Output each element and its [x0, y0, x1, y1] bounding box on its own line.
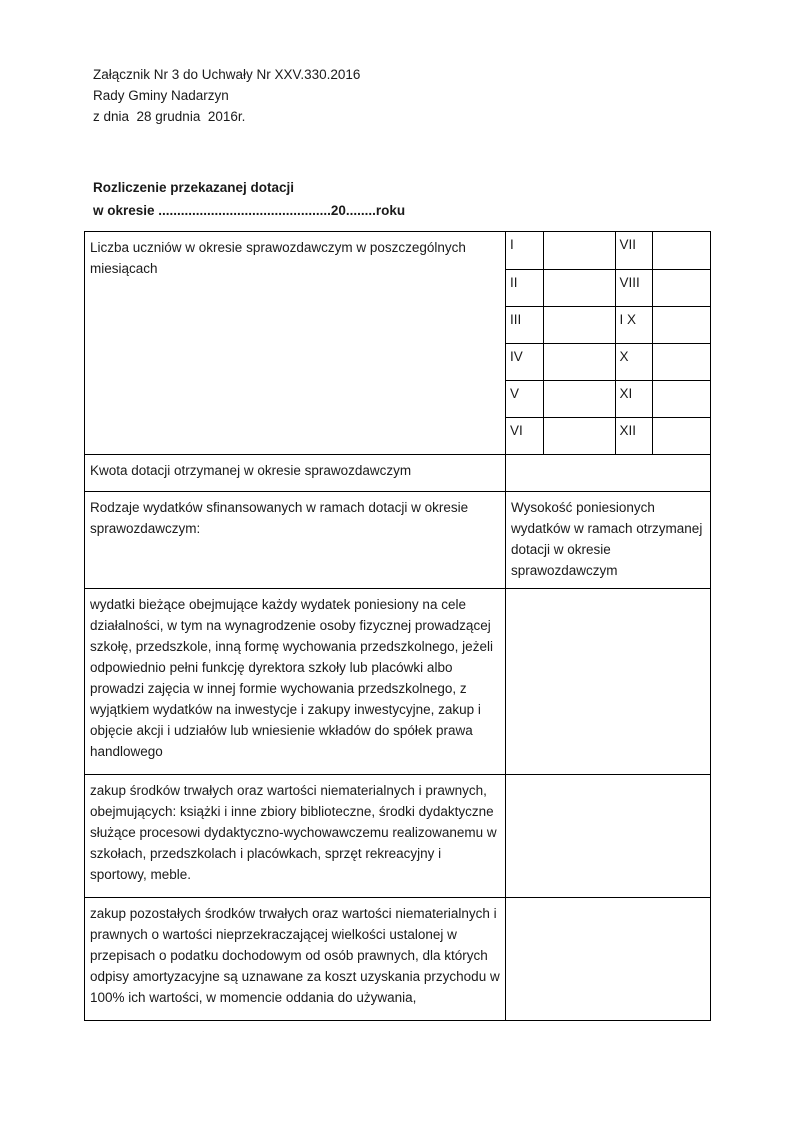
expense-fixed-assets-value-field[interactable] [506, 775, 711, 898]
month-label: I [506, 232, 543, 269]
month-count-field[interactable] [652, 269, 711, 306]
month-count-field[interactable] [543, 343, 615, 380]
expense-other-assets-label: zakup pozostałych środków trwałych oraz wartości niematerialnych i prawnych o wartości nieprzekraczającej wielkości ustalonej w przepisach o podatku dochodowym od osób prawnych, dla których odpisy amortyzacyjne są uznawane za koszt uzyskania przychodu w 100% ich wartości, w momencie oddania do używania, [85, 898, 506, 1021]
month-count-field[interactable] [652, 380, 711, 417]
month-count-field[interactable] [652, 343, 711, 380]
month-label: VI [506, 417, 543, 454]
month-label: V [506, 380, 543, 417]
month-label: II [506, 269, 543, 306]
month-label: IV [506, 343, 543, 380]
attachment-line: Załącznik Nr 3 do Uchwały Nr XXV.330.2016 [93, 67, 361, 82]
students-row [85, 232, 711, 455]
month-count-field[interactable] [543, 269, 615, 306]
month-count-field[interactable] [652, 417, 711, 454]
month-label: X [615, 343, 652, 380]
month-count-field[interactable] [543, 417, 615, 454]
month-count-field[interactable] [543, 232, 615, 269]
expense-amount-label: Wysokość poniesionych wydatków w ramach otrzymanej dotacji w okresie sprawozdawczym [506, 492, 711, 589]
expense-fixed-assets-label: zakup środków trwałych oraz wartości niematerialnych i prawnych, obejmujących: książki i inne zbiory biblioteczne, środki dydaktyczne służące procesowi dydaktyczno-wychowawczemu realizowanemu w szkołach, przedszkolach i placówkach, sprzęt rekreacyjny i sportowy, meble. [85, 775, 506, 898]
month-label: XII [615, 417, 652, 454]
council-line: Rady Gminy Nadarzyn [93, 88, 229, 103]
expense-header-row [85, 492, 711, 589]
settlement-table [84, 231, 711, 1021]
document-heading [93, 176, 405, 222]
expense-types-label: Rodzaje wydatków sfinansowanych w ramach dotacji w okresie sprawozdawczym: [85, 492, 506, 589]
month-label: I X [615, 306, 652, 343]
grant-value-field[interactable] [506, 455, 711, 492]
expense-current-value-field[interactable] [506, 589, 711, 775]
month-label: III [506, 306, 543, 343]
months-row [506, 306, 711, 343]
document-header [93, 64, 360, 127]
month-count-field[interactable] [652, 306, 711, 343]
months-row [506, 417, 711, 454]
month-count-field[interactable] [652, 232, 711, 269]
month-count-field[interactable] [543, 306, 615, 343]
expense-current-label: wydatki bieżące obejmujące każdy wydatek poniesiony na cele działalności, w tym na wynagrodzenie osoby fizycznej prowadzącej szkołę, przedszkole, inną formę wychowania przedszkolnego, jeżeli odpowiednio pełni funkcję dyrektora szkoły lub placówki albo prowadzi zajęcia w innej formie wychowania przedszkolnego, z wyjątkiem wydatków na inwestycje i zakupy inwestycyjne, zakup i objęcie akcji i udziałów lub wniesienie wkładów do spółek prawa handlowego [85, 589, 506, 775]
month-label: XI [615, 380, 652, 417]
month-label: VIII [615, 269, 652, 306]
grant-label: Kwota dotacji otrzymanej w okresie sprawozdawczym [85, 455, 506, 492]
months-row [506, 232, 711, 269]
month-label: VII [615, 232, 652, 269]
date-line: z dnia 28 grudnia 2016r. [93, 109, 246, 124]
heading-title: Rozliczenie przekazanej dotacji [93, 180, 295, 195]
expense-row-other-assets [85, 898, 711, 1021]
students-label: Liczba uczniów w okresie sprawozdawczym w poszczególnych miesiącach [85, 232, 506, 455]
months-grid [506, 232, 711, 454]
expense-row-current [85, 589, 711, 775]
grant-row [85, 455, 711, 492]
expense-other-assets-value-field[interactable] [506, 898, 711, 1021]
months-row [506, 343, 711, 380]
month-count-field[interactable] [543, 380, 615, 417]
heading-period: w okresie ..............................................20........roku [93, 203, 406, 218]
months-row [506, 380, 711, 417]
expense-row-fixed-assets [85, 775, 711, 898]
months-row [506, 269, 711, 306]
